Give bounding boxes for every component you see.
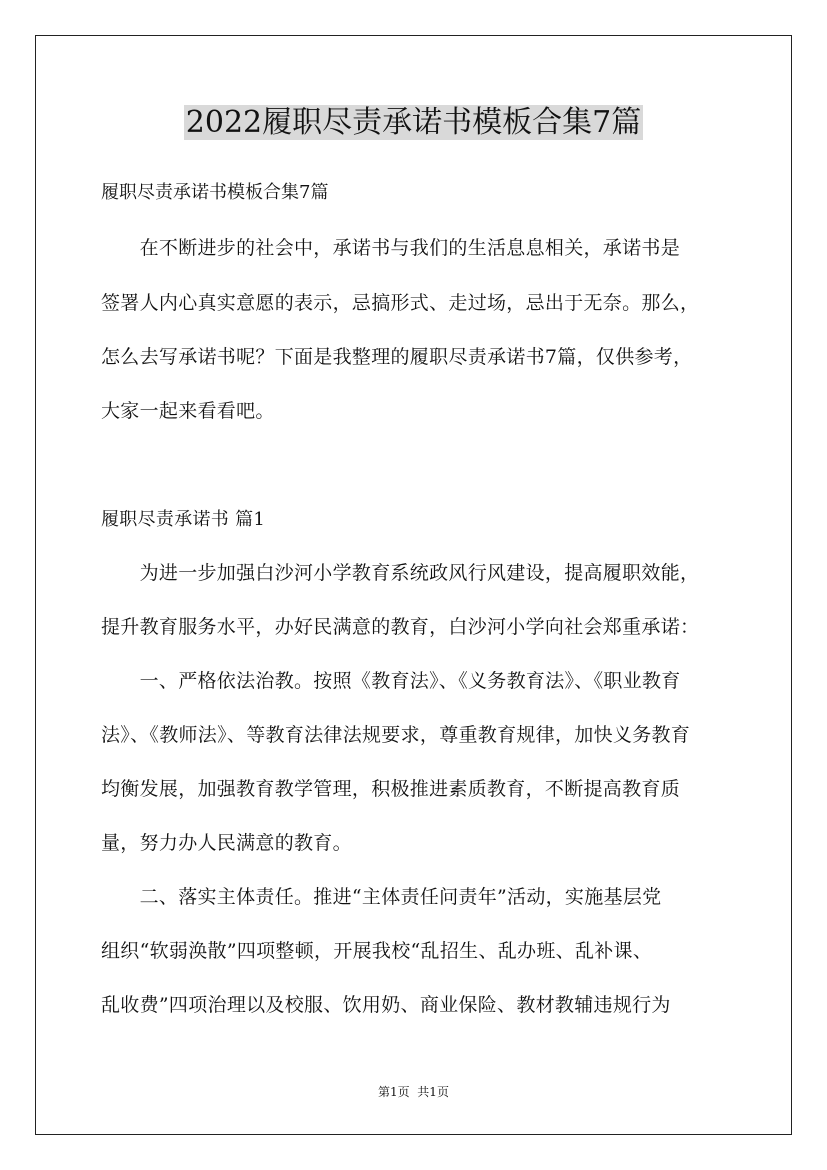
document-subtitle: 履职尽责承诺书模板合集7篇 [101, 182, 329, 203]
paragraph-line: 签署人内心真实意愿的表示，忌搞形式、走过场，忌出于无奈。那么， [101, 292, 700, 314]
paragraph-line: 法》、《教师法》、等教育法律法规要求，尊重教育规律，加快义务教育 [101, 724, 691, 746]
document-title [0, 100, 827, 146]
paragraph-line: 二、落实主体责任。推进“主体责任问责年”活动，实施基层党 [101, 886, 662, 908]
paragraph-line: 均衡发展，加强教育教学管理，积极推进素质教育，不断提高教育质 [101, 778, 681, 800]
paragraph-line: 一、严格依法治教。按照《教育法》、《义务教育法》、《职业教育 [101, 670, 681, 692]
paragraph-line: 怎么去写承诺书呢？下面是我整理的履职尽责承诺书7篇，仅供参考， [101, 346, 693, 368]
paragraph-line: 为进一步加强白沙河小学教育系统政风行风建设，提高履职效能， [101, 562, 700, 584]
paragraph-line: 在不断进步的社会中，承诺书与我们的生活息息相关，承诺书是 [101, 237, 681, 259]
paragraph-line: 量，努力办人民满意的教育。 [101, 832, 352, 854]
paragraph-line: 提升教育服务水平，办好民满意的教育，白沙河小学向社会郑重承诺： [101, 616, 700, 638]
page-footer: 第1页 共1页 [378, 1085, 449, 1099]
paragraph-line: 乱收费”四项治理以及校服、饮用奶、商业保险、教材教辅违规行为 [101, 994, 671, 1016]
paragraph-line: 大家一起来看看吧。 [101, 400, 275, 422]
document-title-text: 2022履职尽责承诺书模板合集7篇 [185, 105, 642, 140]
section-heading: 履职尽责承诺书 篇1 [101, 509, 266, 530]
paragraph-line: 组织“软弱涣散”四项整顿，开展我校“乱招生、乱办班、乱补课、 [101, 940, 653, 962]
